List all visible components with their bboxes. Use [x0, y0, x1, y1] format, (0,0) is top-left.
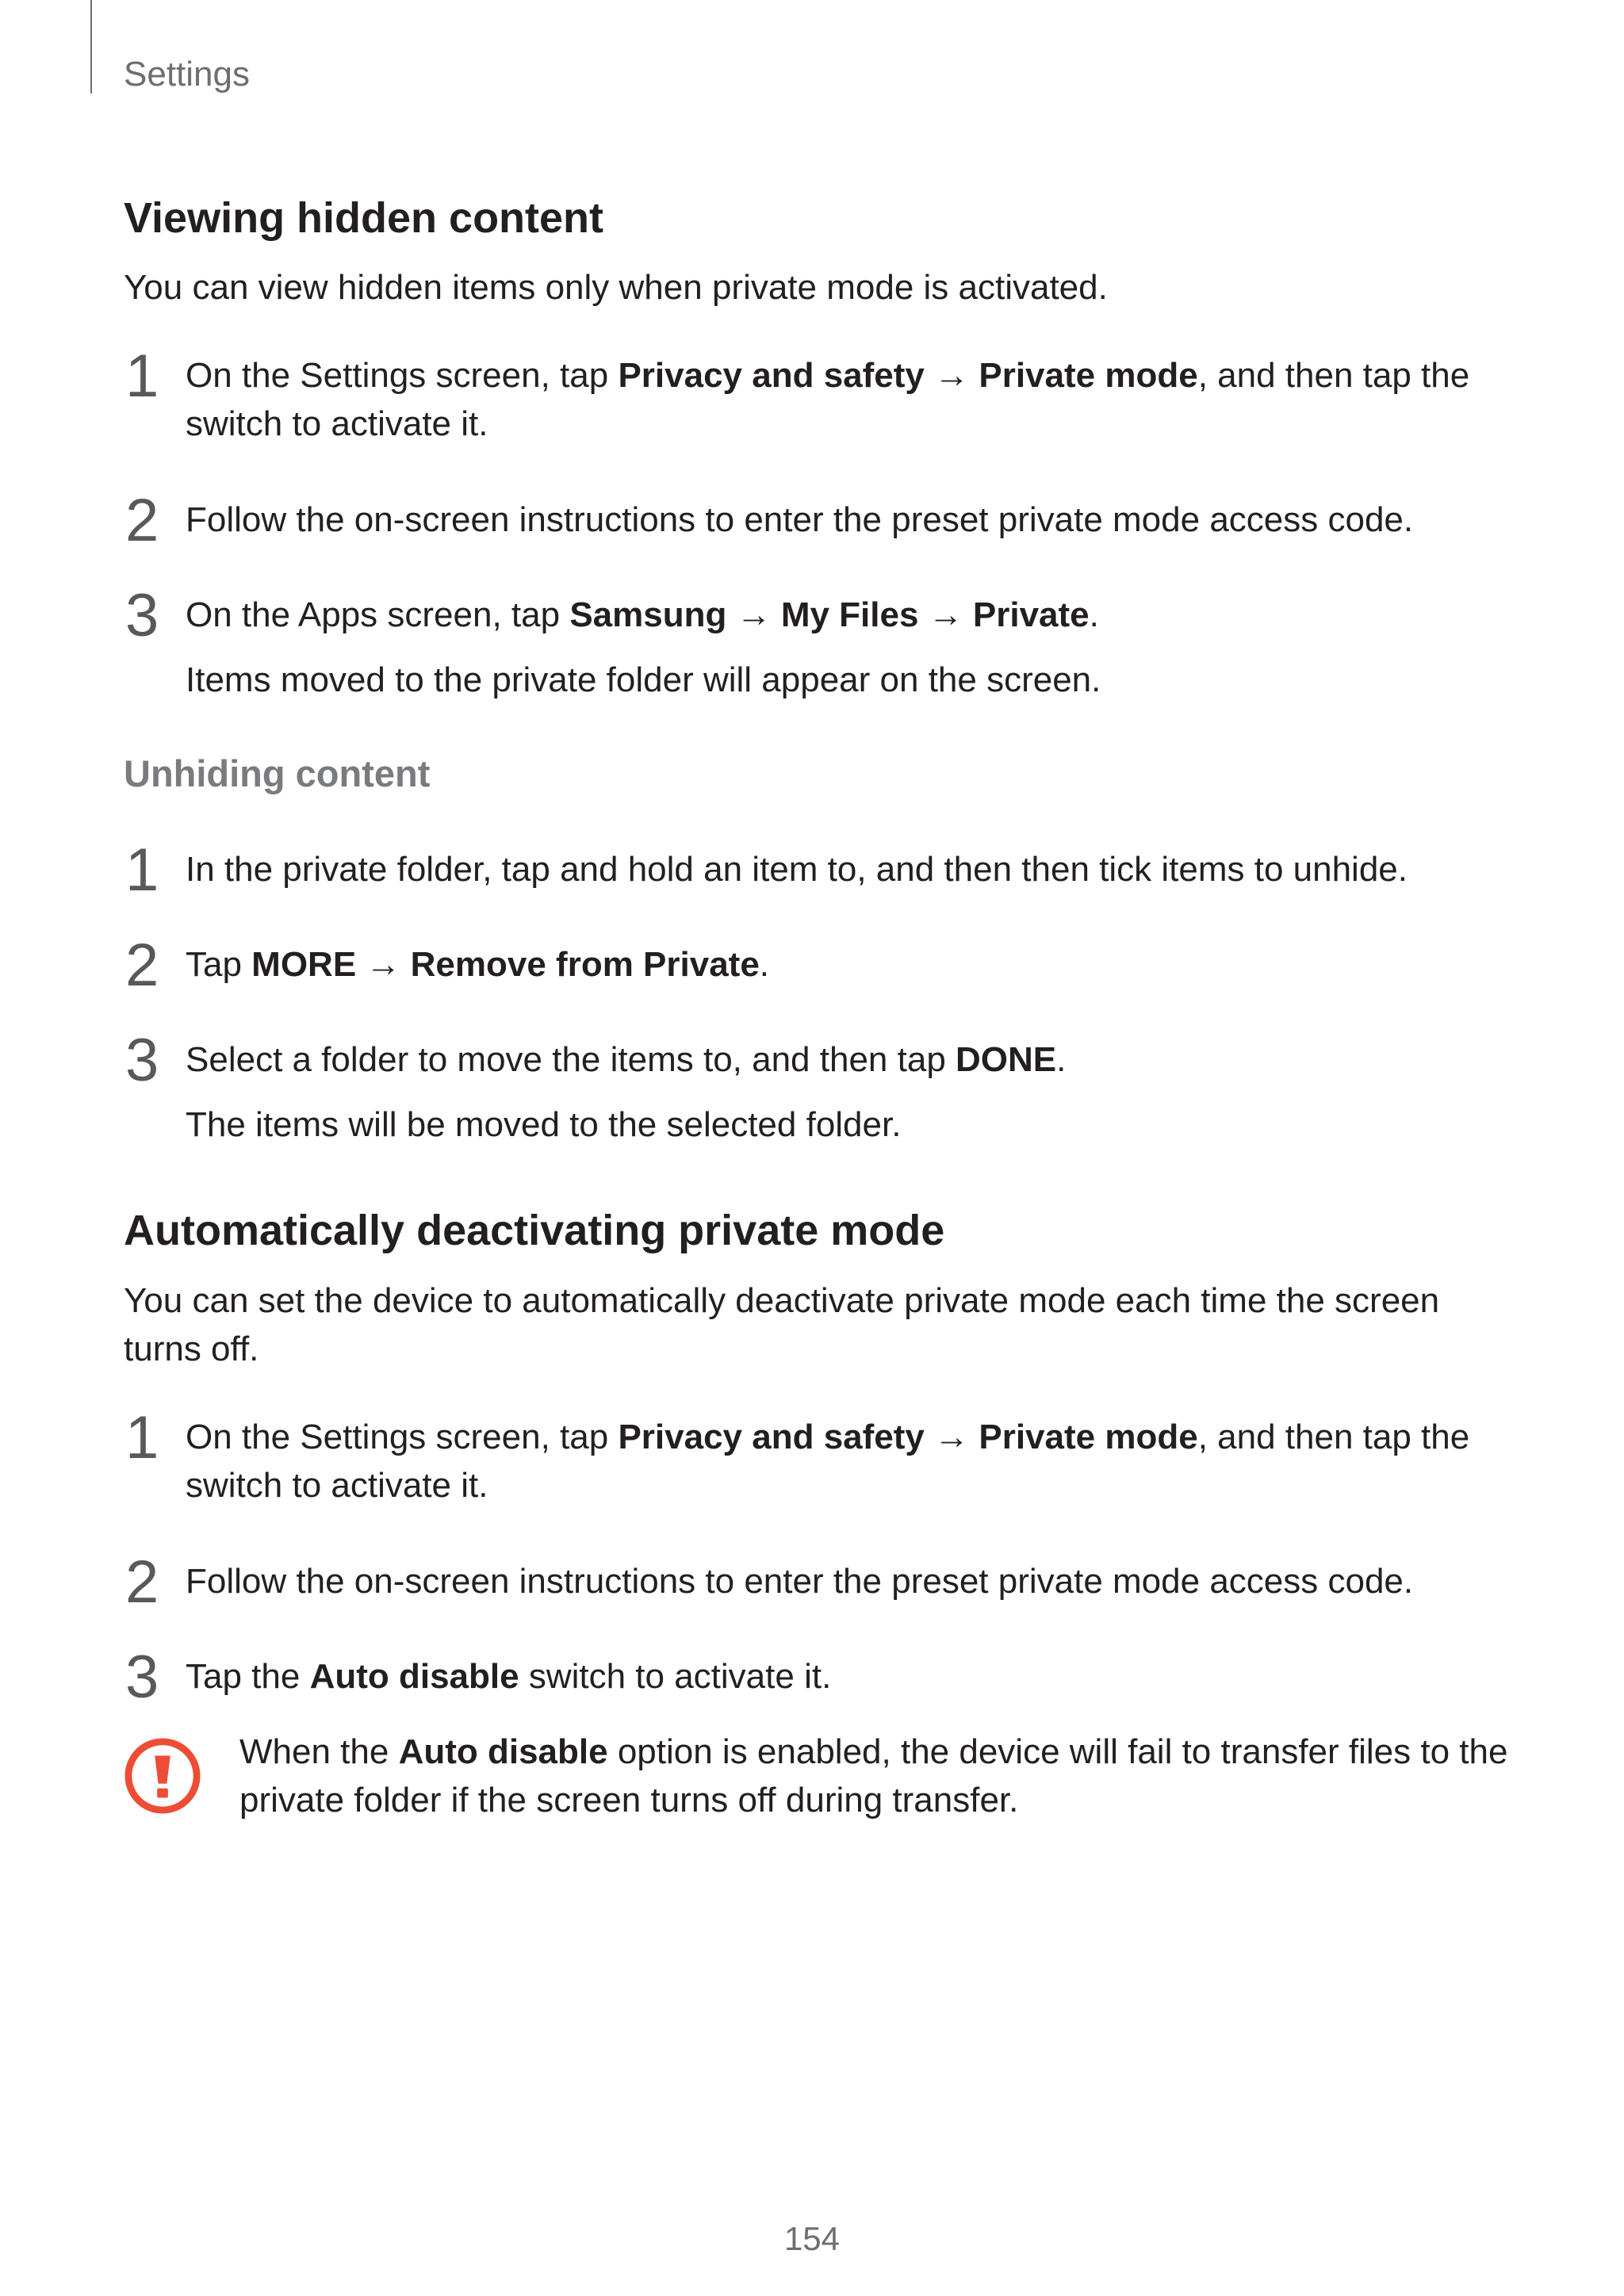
- step-number: 3: [125, 582, 159, 649]
- section-title-viewing: Viewing hidden content: [124, 194, 604, 242]
- header-rule: [90, 0, 92, 94]
- step-text: On the Apps screen, tap Samsung → My Files → Private.: [186, 595, 1099, 634]
- step-text: On the Settings screen, tap Privacy and safety → Private mode, and then tap the switch to activate it.: [186, 356, 1480, 443]
- step-number: 3: [125, 1644, 159, 1711]
- step-text: Tap MORE → Remove from Private.: [186, 945, 770, 984]
- viewing-intro: You can view hidden items only when private mode is activated.: [124, 268, 1108, 307]
- step-number: 2: [125, 487, 159, 554]
- step-text: On the Settings screen, tap Privacy and safety → Private mode, and then tap the switch to activate it.: [186, 1418, 1480, 1505]
- section-title-auto: Automatically deactivating private mode: [124, 1207, 945, 1254]
- step-text: Follow the on-screen instructions to enter the preset private mode access code.: [186, 1562, 1414, 1601]
- step-number: 3: [125, 1027, 159, 1094]
- step-text: In the private folder, tap and hold an item to, and then then tick items to unhide.: [186, 850, 1408, 889]
- step-note: The items will be moved to the selected folder.: [186, 1105, 902, 1144]
- step-number: 2: [125, 1548, 159, 1616]
- step-number: 1: [125, 836, 159, 904]
- step-number: 2: [125, 932, 159, 999]
- page-number: 154: [783, 2220, 841, 2257]
- step-text: Tap the Auto disable switch to activate it.: [186, 1657, 832, 1696]
- caution-icon: [124, 1737, 201, 1815]
- running-header: Settings: [124, 55, 250, 94]
- step-number: 1: [125, 342, 159, 410]
- step-number: 1: [125, 1404, 159, 1471]
- auto-intro: You can set the device to automatically deactivate private mode each time the screen turns off.: [124, 1281, 1440, 1368]
- caution-text: When the Auto disable option is enabled, the device will fail to transfer files to the private folder if the screen turns off during transfer.: [239, 1732, 1508, 1820]
- subsection-title-unhiding: Unhiding content: [124, 752, 431, 794]
- step-text: Select a folder to move the items to, and then tap DONE.: [186, 1040, 1067, 1079]
- step-note: Items moved to the private folder will appear on the screen.: [186, 660, 1101, 699]
- step-text: Follow the on-screen instructions to enter the preset private mode access code.: [186, 500, 1414, 539]
